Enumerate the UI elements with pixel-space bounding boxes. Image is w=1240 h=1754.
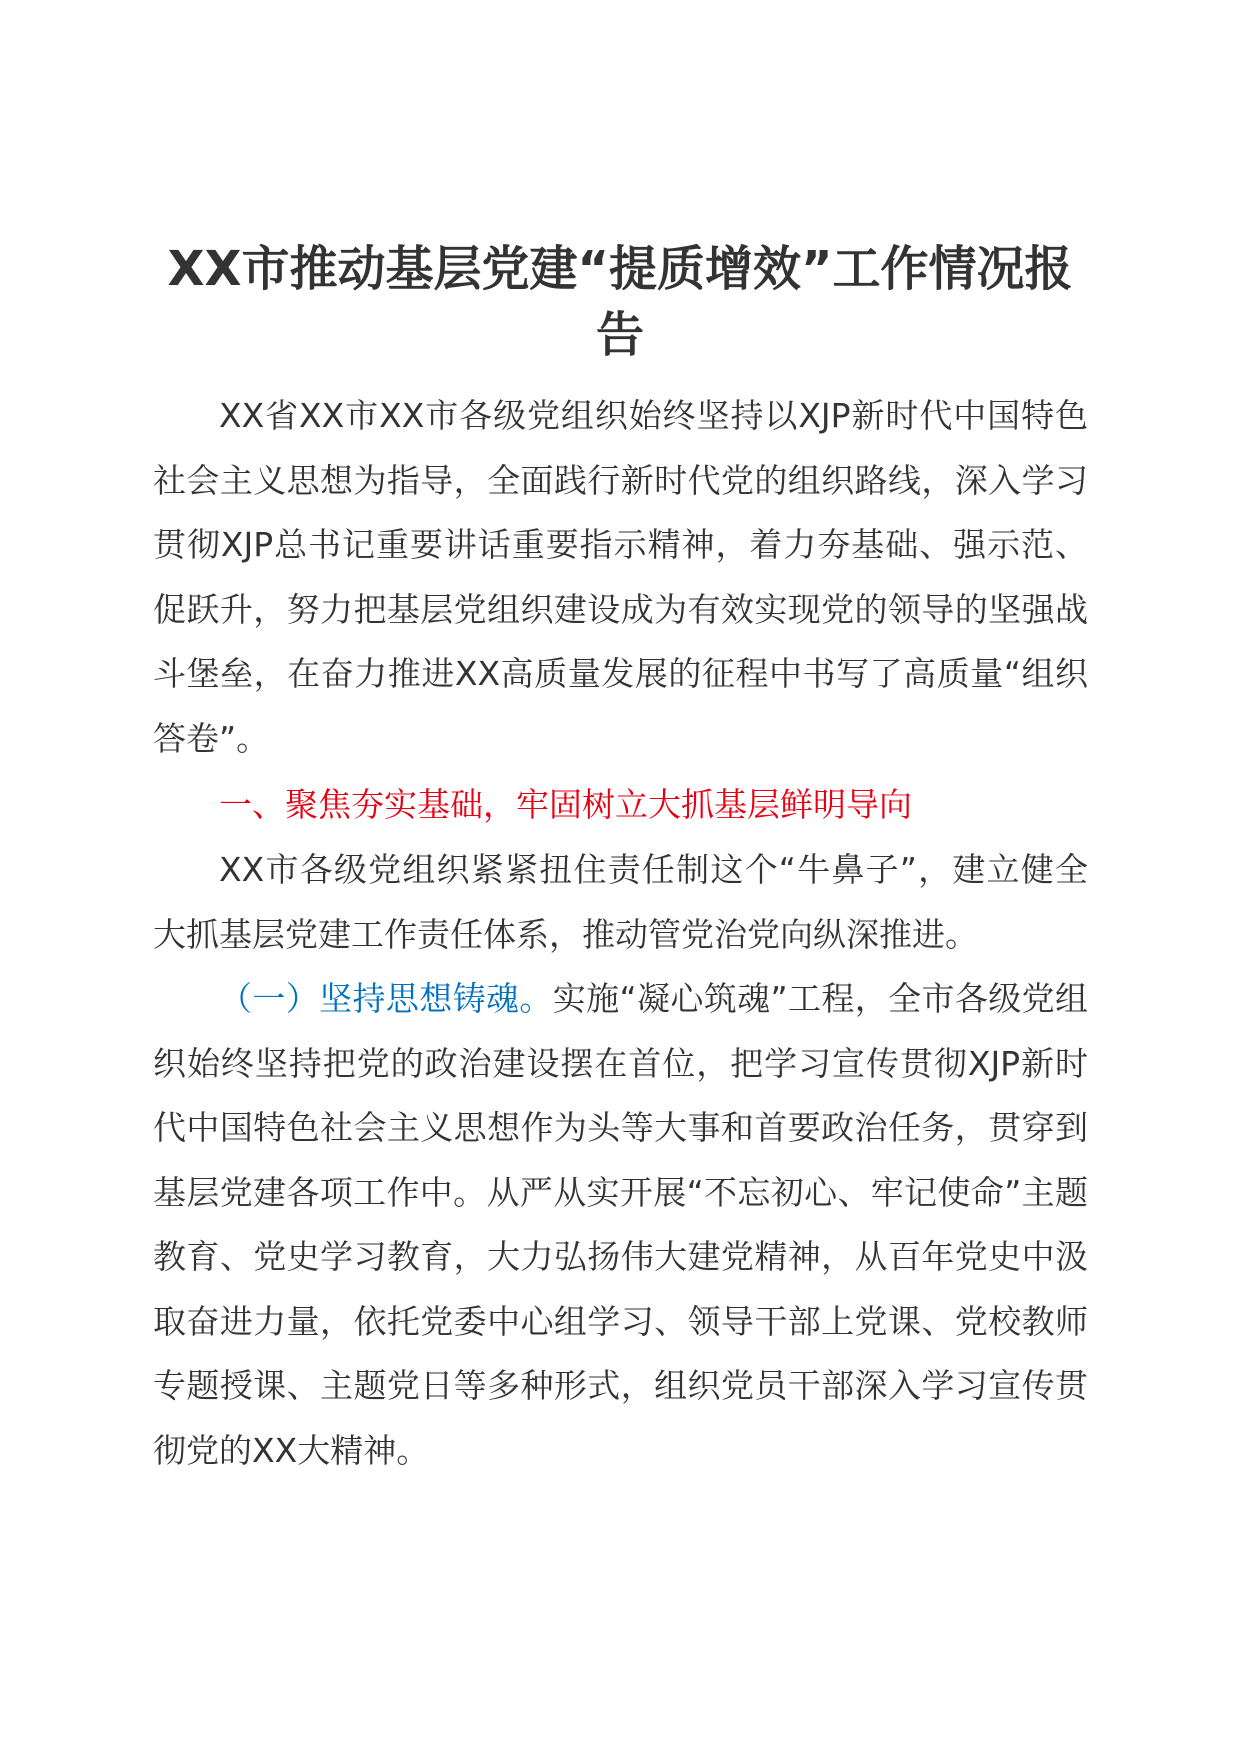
subsection-heading: （一）坚持思想铸魂。: [219, 979, 553, 1018]
document-title: XX市推动基层党建“提质增效”工作情况报告: [167, 241, 1073, 363]
intro-paragraph: XX省XX市XX市各级党组织始终坚持以XJP新时代中国特色社会主义思想为指导，全面践行新时代党的组织路线，深入学习贯彻XJP总书记重要讲话重要指示精神，着力夯基础、强示范、促跃升，努力把基层党组织建设成为有效实现党的领导的坚强战斗堡垒，在奋力推进XX高质量发展的征程中书写了高质量“组织答卷”。: [153, 396, 1088, 758]
section-paragraph: XX市各级党组织紧紧扭住责任制这个“牛鼻子”，建立健全大抓基层党建工作责任体系，推动管党治党向纵深推进。: [153, 850, 1088, 954]
section-heading: 一、聚焦夯实基础，牢固树立大抓基层鲜明导向: [219, 785, 912, 824]
subsection-paragraph: [153, 967, 1088, 1483]
subsection-text: 实施“凝心筑魂”工程，全市各级党组织始终坚持把党的政治建设摆在首位，把学习宣传贯彻XJP新时代中国特色社会主义思想作为头等大事和首要政治任务，贯穿到基层党建各项工作中。从严从实开展“不忘初心、牢记使命”主题教育、党史学习教育，大力弘扬伟大建党精神，从百年党史中汲取奋进力量，依托党委中心组学习、领导干部上党课、党校教师专题授课、主题党日等多种形式，组织党员干部深入学习宣传贯彻党的XX大精神。: [153, 979, 1089, 1470]
